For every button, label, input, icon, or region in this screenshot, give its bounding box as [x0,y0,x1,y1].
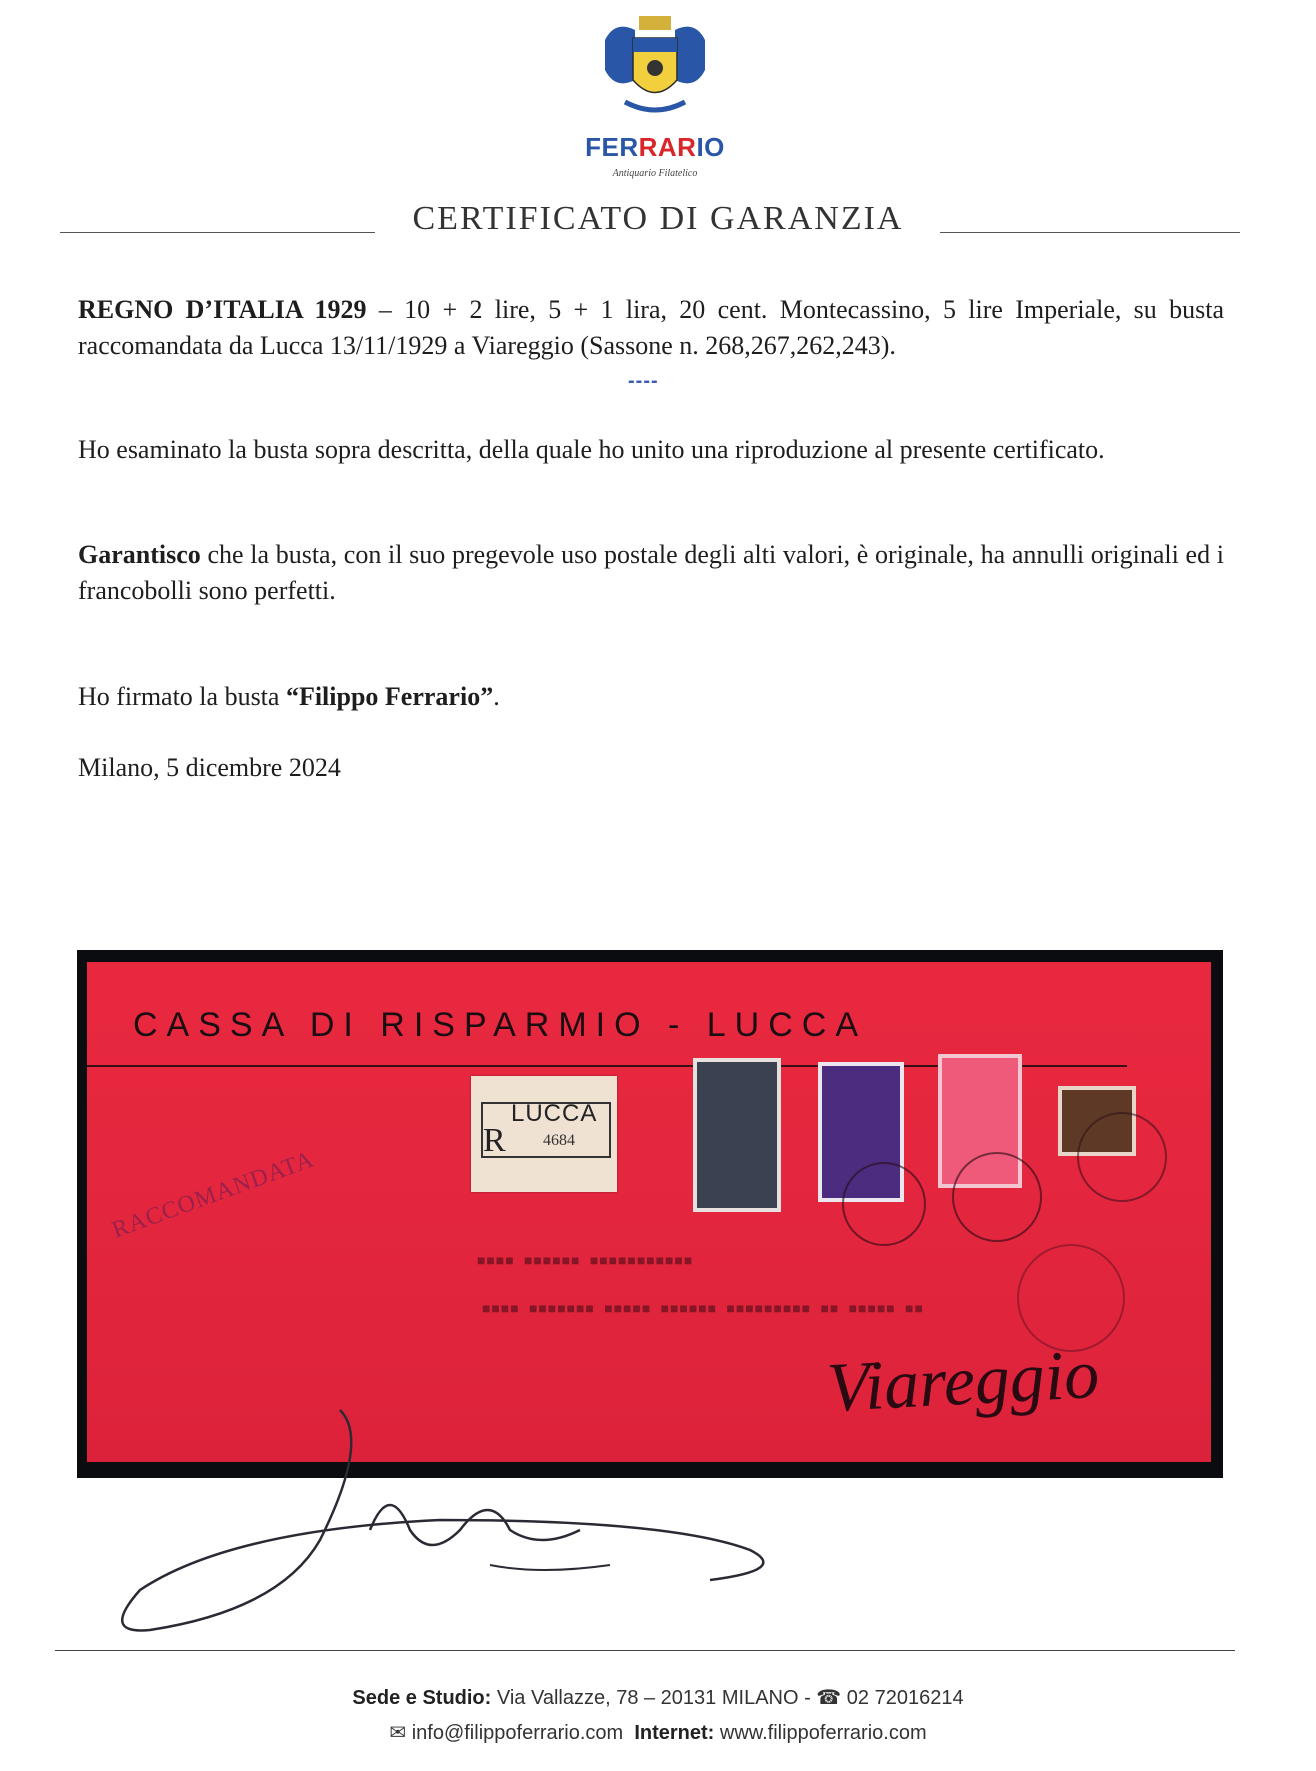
stamp-montecassino-10l [697,1062,777,1208]
guarantee-paragraph [78,537,1224,609]
examined-paragraph: Ho esaminato la busta sopra descritta, della quale ho unito una riproduzione al presente certificato. [78,435,1105,464]
ferrario-logo [555,10,755,180]
registration-letter: R [483,1122,506,1159]
raccomandata-stamp: RACCOMANDATA [108,1146,318,1244]
registration-label [471,1076,617,1192]
signer-name: “Filippo Ferrario” [285,682,494,711]
postmark-circle [952,1152,1042,1242]
guarantee-text: che la busta, con il suo pregevole uso postale degli alti valori, è originale, ha annulli originali ed i francobolli sono perfetti. [78,540,1224,605]
footer-address: Via Vallazze, 78 – 20131 MILANO - ☎ 02 72016214 [496,1687,964,1709]
certificate-title: CERTIFICATO DI GARANZIA [412,200,904,237]
title-rule-right [940,232,1240,233]
footer-website[interactable]: www.filippoferrario.com [719,1722,927,1744]
place-date: Milano, 5 dicembre 2024 [78,753,341,782]
postmark-circle [842,1162,926,1246]
guarantee-bold: Garantisco [78,540,201,569]
typed-address-line-1: ■■■■ ■■■■■■ ■■■■■■■■■■■ [477,1254,694,1270]
signed-paragraph: Ho firmato la busta “Filippo Ferrario”. [78,682,500,711]
footer-address-label: Sede e Studio: [352,1687,492,1709]
footer-email[interactable]: info@filippoferrario.com [411,1722,624,1744]
footer-rule [55,1650,1235,1651]
description-paragraph [78,292,1224,364]
destination-handwriting: Viareggio [825,1335,1101,1428]
footer-contact-line [0,1720,1316,1745]
registration-city: LUCCA [511,1100,598,1127]
description-text: – 10 + 2 lire, 5 + 1 lira, 20 cent. Montecassino, 5 lire Imperiale, su busta raccomandata da Lucca 13/11/1929 a Viareggio (Sassone n. 268,267,262,243). [78,295,1224,360]
footer-address-line [0,1685,1316,1710]
envelope-header: CASSA DI RISPARMIO - LUCCA [133,1006,868,1044]
separator: ---- [628,370,659,392]
signature-drawing [110,1380,770,1640]
brand-subtitle: Antiquario Filatelico [612,168,698,179]
description-heading: REGNO D’ITALIA 1929 [78,295,367,324]
registration-number: 4684 [543,1132,575,1149]
postmark-circle [1077,1112,1167,1202]
brand-name: FERRARIO [585,132,725,162]
envelope-mail-icon: ✉ [389,1722,407,1744]
typed-address-line-2: ■■■■ ■■■■■■■ ■■■■■ ■■■■■■ ■■■■■■■■■ ■■ ■■■■■ ■■ [482,1302,924,1318]
coat-of-arms-icon [595,10,715,130]
footer-internet-label: Internet: [634,1722,715,1744]
